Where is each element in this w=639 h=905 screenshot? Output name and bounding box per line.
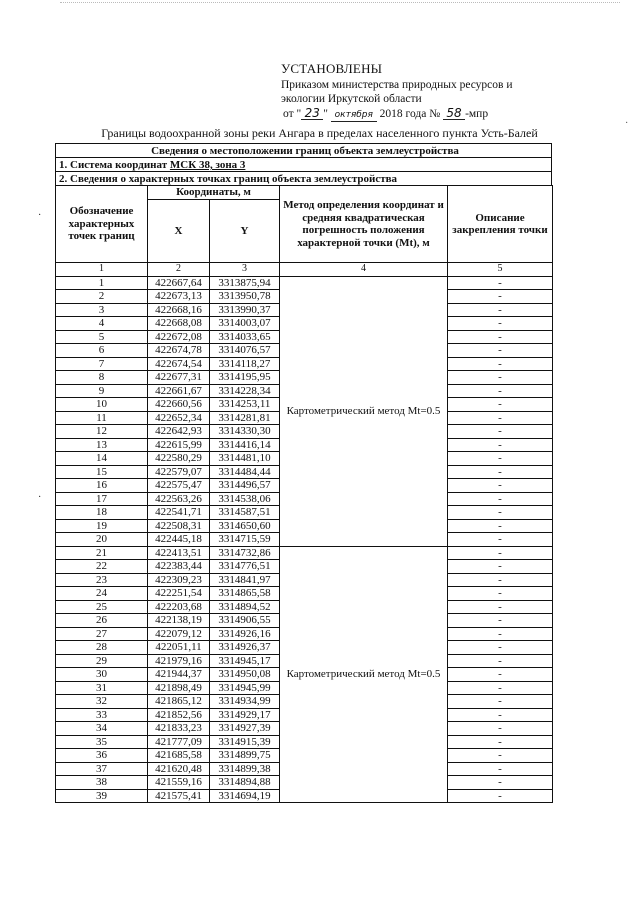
- coord-x: 421685,58: [148, 749, 210, 763]
- point-number: 17: [56, 492, 148, 506]
- fixation-description: -: [448, 398, 553, 412]
- coord-x: 421575,41: [148, 789, 210, 803]
- fixation-description: -: [448, 681, 553, 695]
- point-number: 35: [56, 735, 148, 749]
- fixation-description: -: [448, 519, 553, 533]
- coord-x: 422251,54: [148, 587, 210, 601]
- boundary-table-block: [55, 143, 552, 803]
- coord-y: 3314732,86: [210, 546, 280, 560]
- order-suffix: -мпр: [465, 107, 489, 120]
- fixation-description: -: [448, 641, 553, 655]
- approval-line-order: Приказом министерства природных ресурсов и: [281, 78, 513, 91]
- coord-x: 422673,13: [148, 290, 210, 304]
- col-coords: Координаты, м: [148, 186, 280, 200]
- fixation-description: -: [448, 452, 553, 466]
- coord-y: 3314538,06: [210, 492, 280, 506]
- point-number: 36: [56, 749, 148, 763]
- points-table: [55, 185, 553, 803]
- point-number: 38: [56, 776, 148, 790]
- coord-system-line: [55, 157, 552, 171]
- coord-y: 3314587,51: [210, 506, 280, 520]
- fixation-description: -: [448, 533, 553, 547]
- fixation-description: -: [448, 722, 553, 736]
- coord-y: 3314894,52: [210, 600, 280, 614]
- coord-x: 422051,11: [148, 641, 210, 655]
- coord-y: 3314899,38: [210, 762, 280, 776]
- coord-y: 3314865,58: [210, 587, 280, 601]
- point-number: 5: [56, 330, 148, 344]
- coord-x: 421865,12: [148, 695, 210, 709]
- coord-x: 422674,78: [148, 344, 210, 358]
- coord-y: 3314945,99: [210, 681, 280, 695]
- coord-y: 3314906,55: [210, 614, 280, 628]
- coord-x: 422661,67: [148, 384, 210, 398]
- coord-x: 422138,19: [148, 614, 210, 628]
- coord-x: 422575,47: [148, 479, 210, 493]
- fixation-description: -: [448, 560, 553, 574]
- table-header-row: [56, 186, 553, 200]
- point-number: 24: [56, 587, 148, 601]
- point-number: 33: [56, 708, 148, 722]
- coord-x: 421620,48: [148, 762, 210, 776]
- point-number: 23: [56, 573, 148, 587]
- coord-x: 422580,29: [148, 452, 210, 466]
- coord-x: 422079,12: [148, 627, 210, 641]
- coord-x: 422541,71: [148, 506, 210, 520]
- point-number: 26: [56, 614, 148, 628]
- coord-x: 421852,56: [148, 708, 210, 722]
- coord-y: 3314894,88: [210, 776, 280, 790]
- col-description: Описание закрепления точки: [448, 186, 553, 263]
- coord-y: 3314650,60: [210, 519, 280, 533]
- point-number: 21: [56, 546, 148, 560]
- col-index: 1: [56, 263, 148, 277]
- fixation-description: -: [448, 344, 553, 358]
- fixation-description: -: [448, 384, 553, 398]
- coord-x: 422203,68: [148, 600, 210, 614]
- col-index: 3: [210, 263, 280, 277]
- point-number: 34: [56, 722, 148, 736]
- col-index: 4: [280, 263, 448, 277]
- handwritten-month: октября: [331, 109, 377, 122]
- fixation-description: -: [448, 573, 553, 587]
- fixation-description: -: [448, 708, 553, 722]
- section-header: Сведения о местоположении границ объекта землеустройства: [55, 143, 552, 157]
- handwritten-day: 23: [301, 107, 323, 120]
- fixation-description: -: [448, 438, 553, 452]
- col-designation: Обозначение характерных точек границ: [56, 186, 148, 263]
- fixation-description: -: [448, 492, 553, 506]
- coord-x: 422668,08: [148, 317, 210, 331]
- coord-y: 3314281,81: [210, 411, 280, 425]
- point-number: 19: [56, 519, 148, 533]
- coord-x: 422383,44: [148, 560, 210, 574]
- year-text: 2018 года №: [379, 107, 441, 120]
- coord-x: 422677,31: [148, 371, 210, 385]
- coord-x: 422668,16: [148, 303, 210, 317]
- coord-system-prefix: 1. Система координат: [59, 159, 170, 171]
- point-number: 39: [56, 789, 148, 803]
- col-index: 2: [148, 263, 210, 277]
- fixation-description: -: [448, 371, 553, 385]
- method-cell: Картометрический метод Mt=0.5: [280, 546, 448, 803]
- coord-y: 3313875,94: [210, 276, 280, 290]
- point-number: 28: [56, 641, 148, 655]
- coord-y: 3314926,37: [210, 641, 280, 655]
- col-method: Метод определения координат и средняя квадратическая погрешность положения характерной точки (Mt), м: [280, 186, 448, 263]
- coord-x: 422642,93: [148, 425, 210, 439]
- col-index: 5: [448, 263, 553, 277]
- point-number: 14: [56, 452, 148, 466]
- coord-x: 422579,07: [148, 465, 210, 479]
- point-number: 20: [56, 533, 148, 547]
- point-number: 4: [56, 317, 148, 331]
- point-number: 32: [56, 695, 148, 709]
- fixation-description: -: [448, 762, 553, 776]
- col-y: Y: [210, 199, 280, 262]
- point-number: 29: [56, 654, 148, 668]
- point-number: 12: [56, 425, 148, 439]
- approval-date-line: [281, 107, 513, 122]
- coord-x: 421777,09: [148, 735, 210, 749]
- scan-mark: ·: [38, 492, 42, 503]
- point-number: 2: [56, 290, 148, 304]
- coord-y: 3314929,17: [210, 708, 280, 722]
- coord-y: 3314228,34: [210, 384, 280, 398]
- coord-y: 3314927,39: [210, 722, 280, 736]
- fixation-description: -: [448, 465, 553, 479]
- fixation-description: -: [448, 600, 553, 614]
- coord-x: 422674,54: [148, 357, 210, 371]
- point-number: 13: [56, 438, 148, 452]
- point-number: 30: [56, 668, 148, 682]
- coord-y: 3314076,57: [210, 344, 280, 358]
- fixation-description: -: [448, 789, 553, 803]
- point-number: 10: [56, 398, 148, 412]
- coord-x: 422508,31: [148, 519, 210, 533]
- coord-y: 3314496,57: [210, 479, 280, 493]
- coord-y: 3314950,08: [210, 668, 280, 682]
- coord-system-value: МСК 38, зона 3: [169, 159, 246, 171]
- coord-x: 422445,18: [148, 533, 210, 547]
- fixation-description: -: [448, 317, 553, 331]
- point-number: 6: [56, 344, 148, 358]
- coord-x: 421559,16: [148, 776, 210, 790]
- fixation-description: -: [448, 506, 553, 520]
- column-index-row: [56, 263, 553, 277]
- coord-y: 3314481,10: [210, 452, 280, 466]
- fixation-description: -: [448, 303, 553, 317]
- coord-x: 422309,23: [148, 573, 210, 587]
- coord-x: 422615,99: [148, 438, 210, 452]
- point-number: 22: [56, 560, 148, 574]
- fixation-description: -: [448, 411, 553, 425]
- coord-y: 3314253,11: [210, 398, 280, 412]
- scan-mark: ·: [625, 118, 629, 129]
- fixation-description: -: [448, 776, 553, 790]
- point-number: 7: [56, 357, 148, 371]
- coord-y: 3314915,39: [210, 735, 280, 749]
- coord-y: 3314033,65: [210, 330, 280, 344]
- coord-y: 3314330,30: [210, 425, 280, 439]
- coord-y: 3314484,44: [210, 465, 280, 479]
- coord-y: 3314899,75: [210, 749, 280, 763]
- coord-y: 3314945,17: [210, 654, 280, 668]
- col-x: X: [148, 199, 210, 262]
- date-quote: ": [323, 107, 328, 120]
- fixation-description: -: [448, 654, 553, 668]
- coord-y: 3314195,95: [210, 371, 280, 385]
- point-number: 3: [56, 303, 148, 317]
- table-row: [56, 546, 553, 560]
- fixation-description: -: [448, 735, 553, 749]
- fixation-description: -: [448, 749, 553, 763]
- point-number: 37: [56, 762, 148, 776]
- fixation-description: -: [448, 668, 553, 682]
- point-number: 11: [56, 411, 148, 425]
- coord-y: 3313990,37: [210, 303, 280, 317]
- method-cell: Картометрический метод Mt=0.5: [280, 276, 448, 546]
- fixation-description: -: [448, 425, 553, 439]
- coord-y: 3313950,78: [210, 290, 280, 304]
- coord-y: 3314841,97: [210, 573, 280, 587]
- fixation-description: -: [448, 290, 553, 304]
- coord-x: 421979,16: [148, 654, 210, 668]
- approval-line-ministry: экологии Иркутской области: [281, 93, 422, 105]
- fixation-description: -: [448, 627, 553, 641]
- point-number: 8: [56, 371, 148, 385]
- points-table-body: [56, 276, 553, 803]
- table-row: [56, 276, 553, 290]
- coord-y: 3314715,59: [210, 533, 280, 547]
- coord-x: 421944,37: [148, 668, 210, 682]
- coord-y: 3314416,14: [210, 438, 280, 452]
- point-number: 27: [56, 627, 148, 641]
- point-number: 1: [56, 276, 148, 290]
- scan-mark: ·: [38, 210, 42, 221]
- point-number: 16: [56, 479, 148, 493]
- coord-x: 422672,08: [148, 330, 210, 344]
- fixation-description: -: [448, 357, 553, 371]
- coord-y: 3314694,19: [210, 789, 280, 803]
- coord-x: 422652,34: [148, 411, 210, 425]
- scan-top-edge: [60, 2, 620, 3]
- fixation-description: -: [448, 614, 553, 628]
- coord-y: 3314776,51: [210, 560, 280, 574]
- coord-x: 422563,26: [148, 492, 210, 506]
- coord-x: 421833,23: [148, 722, 210, 736]
- handwritten-order-number: 58: [443, 107, 465, 120]
- fixation-description: -: [448, 276, 553, 290]
- fixation-description: -: [448, 587, 553, 601]
- point-number: 15: [56, 465, 148, 479]
- coord-x: 422667,64: [148, 276, 210, 290]
- coord-x: 422660,56: [148, 398, 210, 412]
- point-number: 25: [56, 600, 148, 614]
- coord-y: 3314003,07: [210, 317, 280, 331]
- coord-x: 422413,51: [148, 546, 210, 560]
- fixation-description: -: [448, 330, 553, 344]
- approval-heading: УСТАНОВЛЕНЫ: [281, 61, 383, 76]
- coord-y: 3314118,27: [210, 357, 280, 371]
- point-number: 31: [56, 681, 148, 695]
- date-prefix: от ": [283, 107, 302, 120]
- document-title: Границы водоохранной зоны реки Ангара в пределах населенного пункта Усть-Балей: [101, 126, 538, 140]
- coord-y: 3314926,16: [210, 627, 280, 641]
- coord-x: 421898,49: [148, 681, 210, 695]
- fixation-description: -: [448, 695, 553, 709]
- points-header: 2. Сведения о характерных точках границ объекта землеустройства: [55, 171, 552, 185]
- approval-block: [281, 62, 513, 122]
- coord-y: 3314934,99: [210, 695, 280, 709]
- fixation-description: -: [448, 546, 553, 560]
- fixation-description: -: [448, 479, 553, 493]
- point-number: 9: [56, 384, 148, 398]
- point-number: 18: [56, 506, 148, 520]
